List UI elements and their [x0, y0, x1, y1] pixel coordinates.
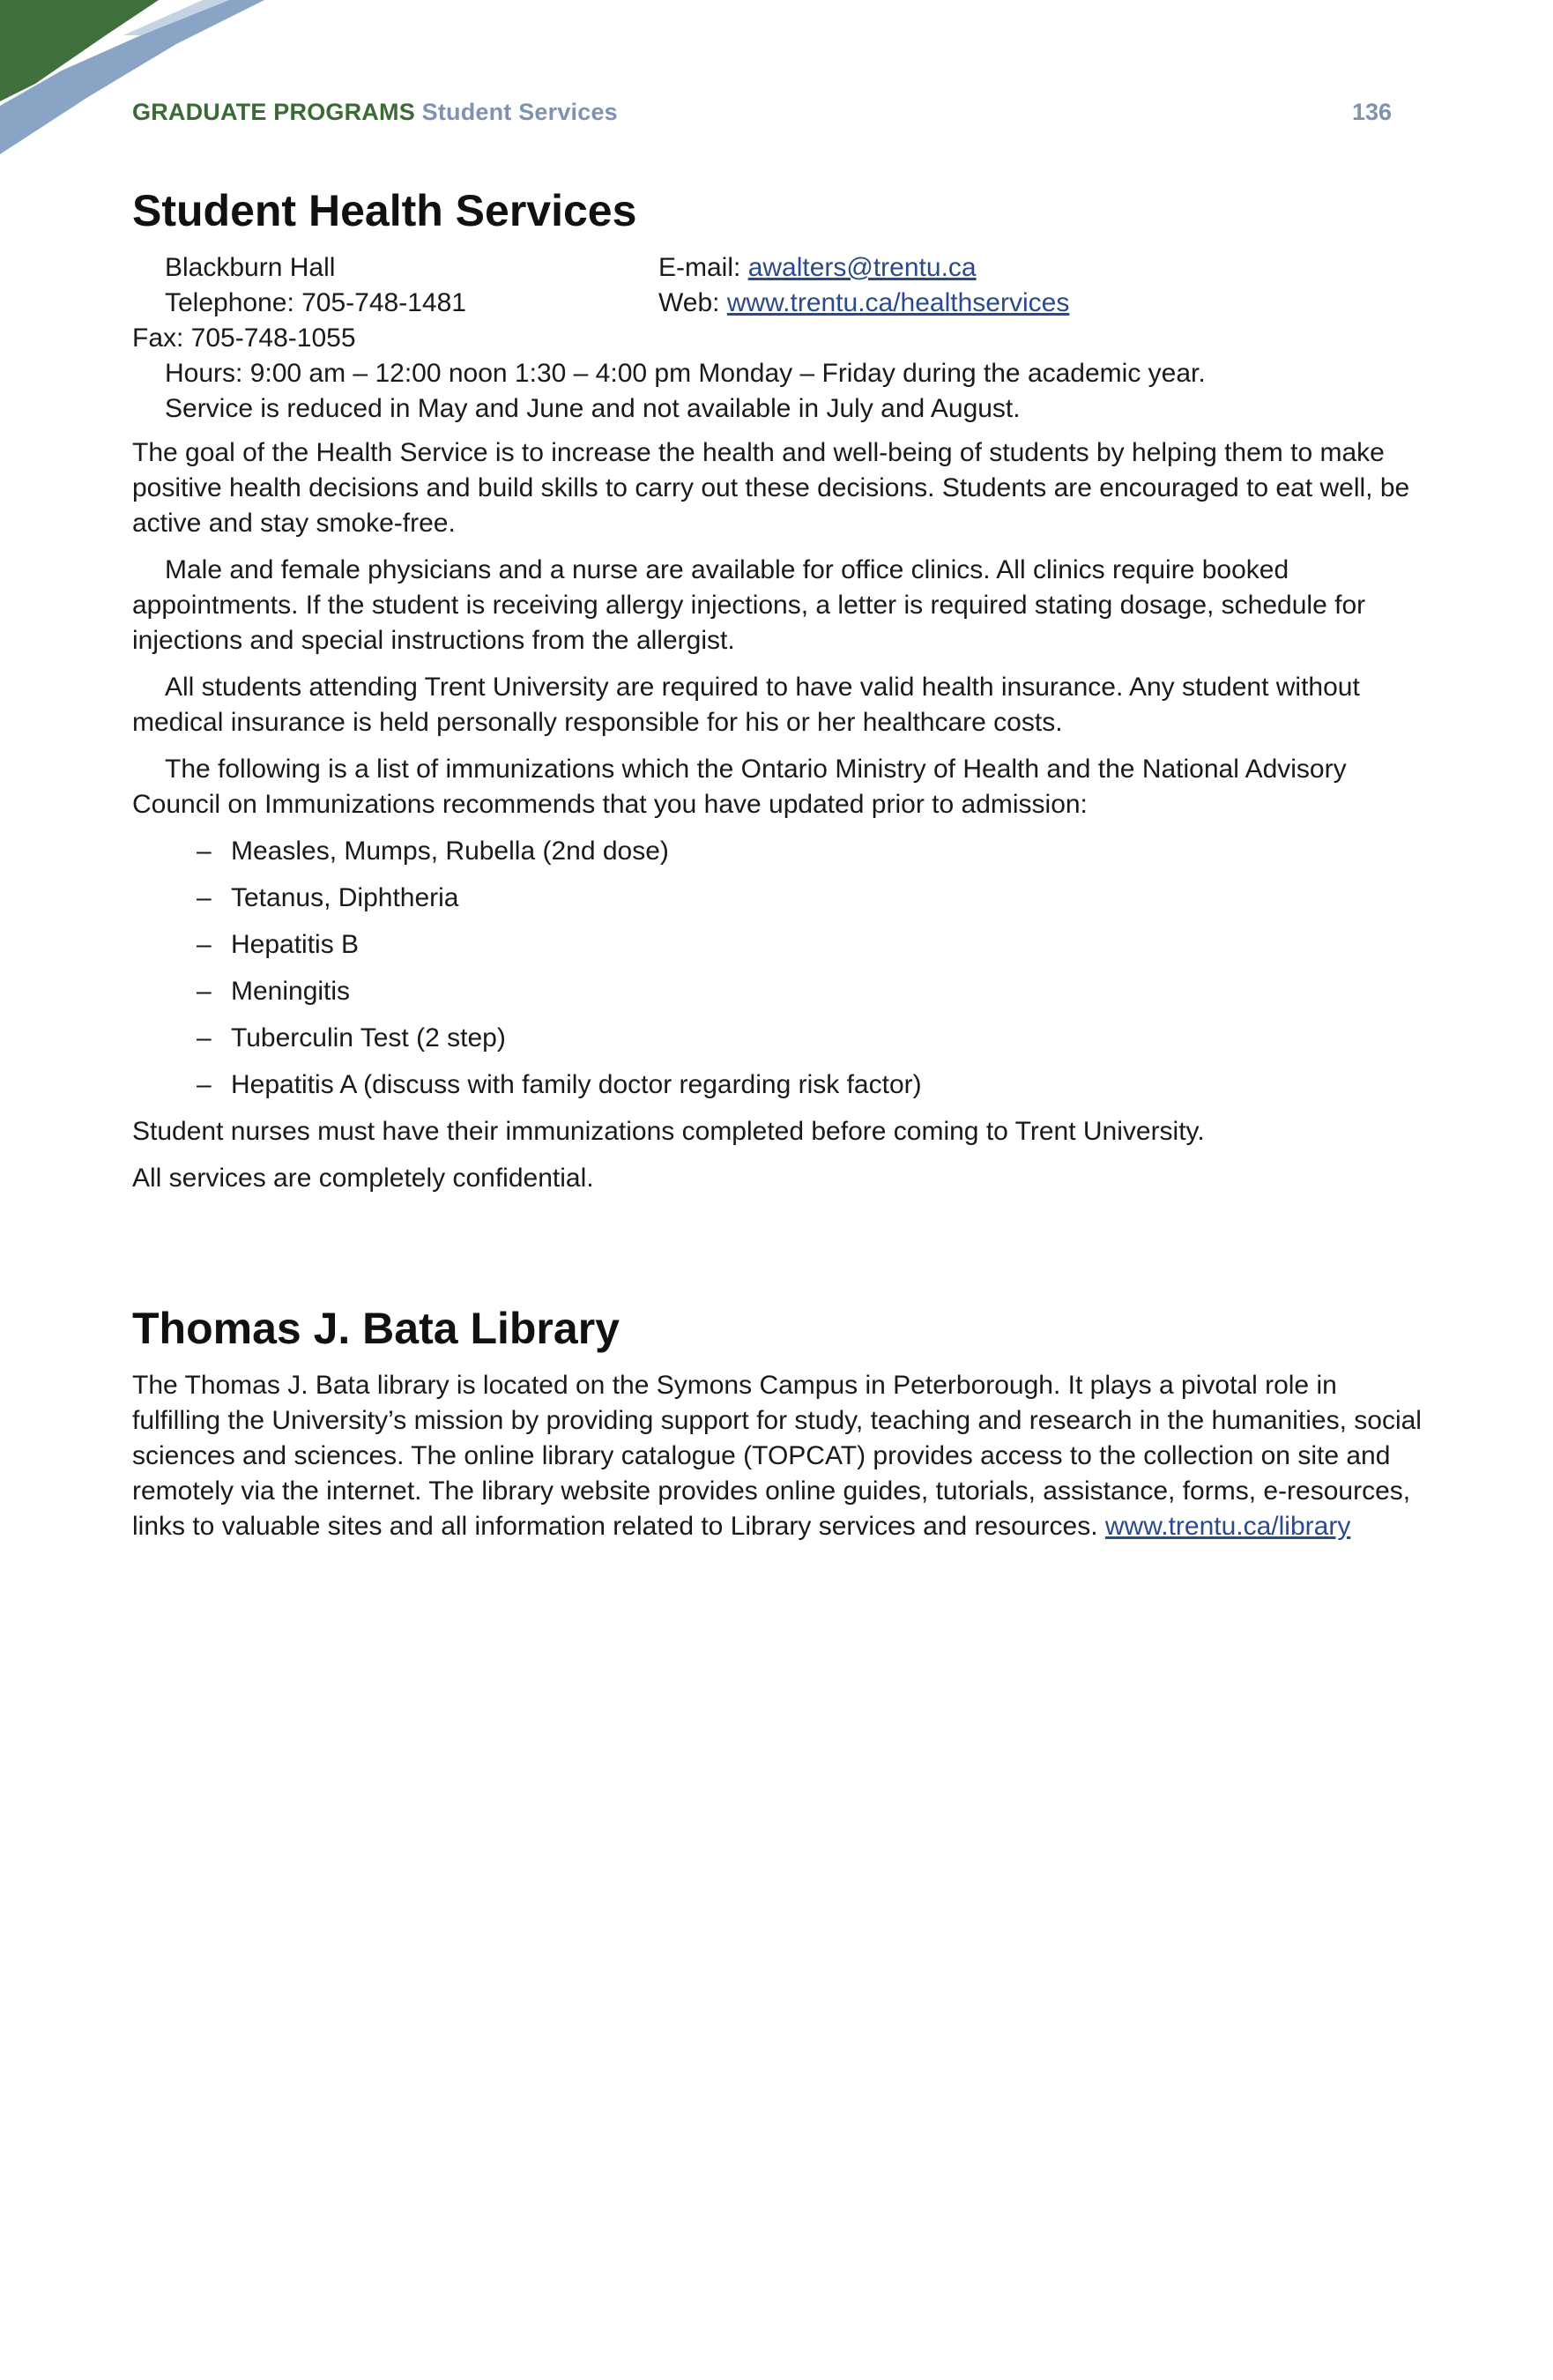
health-contact-block: [132, 250, 1428, 427]
service-note-text: Service is reduced in May and June and not available in July and August.: [165, 394, 1021, 423]
contact-row-location: [165, 250, 1428, 286]
list-item-text: Meningitis: [231, 977, 351, 1006]
web-label: Web:: [658, 288, 727, 317]
list-item: [132, 1067, 1428, 1103]
fax-text: Fax: 705-748-1055: [132, 324, 356, 353]
web-entry: [658, 286, 1069, 321]
list-item: [132, 927, 1428, 963]
dash-bullet: –: [197, 883, 212, 912]
corner-decoration: [0, 0, 264, 167]
dash-bullet: –: [197, 930, 212, 959]
email-label: E-mail:: [658, 253, 748, 282]
library-paragraph: [132, 1368, 1428, 1544]
header-section: GRADUATE PROGRAMS: [132, 99, 415, 125]
running-header: [132, 99, 618, 126]
hours-text: Hours: 9:00 am – 12:00 noon 1:30 – 4:00 pm Monday – Friday during the academic year.: [165, 359, 1206, 388]
health-paragraph-physicians: Male and female physicians and a nurse are available for office clinics. All clinics require booked appointments. If the student is receiving allergy injections, a letter is required stating dosage, schedule for injections and special instructions from the allergist.: [132, 555, 1366, 655]
page-content: [132, 185, 1428, 1556]
health-paragraph-goal: The goal of the Health Service is to increase the health and well-being of students by helping them to make positive health decisions and build skills to carry out these decisions. Students are encouraged to eat well, be active and stay smoke-free.: [132, 438, 1410, 538]
page-number: 136: [1352, 99, 1393, 125]
list-item: [132, 974, 1428, 1009]
library-heading: Thomas J. Bata Library: [132, 1304, 620, 1353]
location-text: Blackburn Hall: [165, 253, 336, 282]
list-item: [132, 834, 1428, 869]
library-link[interactable]: www.trentu.ca/library: [1104, 1512, 1351, 1541]
list-item-text: Hepatitis A (discuss with family doctor regarding risk factor): [231, 1070, 922, 1099]
dash-bullet: –: [197, 977, 212, 1006]
email-entry: [658, 250, 977, 286]
list-item-text: Measles, Mumps, Rubella (2nd dose): [231, 837, 669, 866]
dash-bullet: –: [197, 837, 212, 866]
web-link[interactable]: www.trentu.ca/healthservices: [726, 288, 1070, 317]
header-subsection: Student Services: [421, 99, 618, 125]
section-spacer: [132, 1208, 1428, 1303]
nurses-note: Student nurses must have their immunizations completed before coming to Trent University.: [132, 1117, 1205, 1146]
list-item: [132, 1021, 1428, 1056]
contact-row-telephone: [165, 286, 1428, 321]
dash-bullet: –: [197, 1070, 212, 1099]
email-link[interactable]: awalters@trentu.ca: [747, 253, 977, 282]
list-item-text: Tetanus, Diphtheria: [231, 883, 459, 912]
library-paragraph-text: The Thomas J. Bata library is located on the Symons Campus in Peterborough. It plays a pivotal role in fulfilling the University’s mission by providing support for study, teaching and research in the humanities, social sciences and sciences. The online library catalogue (TOPCAT) provides access to the collection on site and remotely via the internet. The library website provides online guides, tutorials, assistance, forms, e-resources, links to valuable sites and all information related to Library services and resources.: [132, 1371, 1422, 1541]
list-item-text: Tuberculin Test (2 step): [231, 1023, 506, 1052]
confidential-note: All services are completely confidential.: [132, 1164, 594, 1193]
health-services-heading: Student Health Services: [132, 186, 637, 235]
health-paragraph-insurance: All students attending Trent University are required to have valid health insurance. Any student without medical insurance is held personally responsible for his or her healthcare costs.: [132, 673, 1360, 737]
immunization-list: [132, 834, 1428, 1103]
health-paragraph-immunizations-intro: The following is a list of immunizations which the Ontario Ministry of Health and the National Advisory Council on Immunizations recommends that you have updated prior to admission:: [132, 755, 1347, 819]
telephone-text: Telephone: 705-748-1481: [165, 288, 466, 317]
list-item-text: Hepatitis B: [231, 930, 360, 959]
list-item: [132, 881, 1428, 916]
dash-bullet: –: [197, 1023, 212, 1052]
